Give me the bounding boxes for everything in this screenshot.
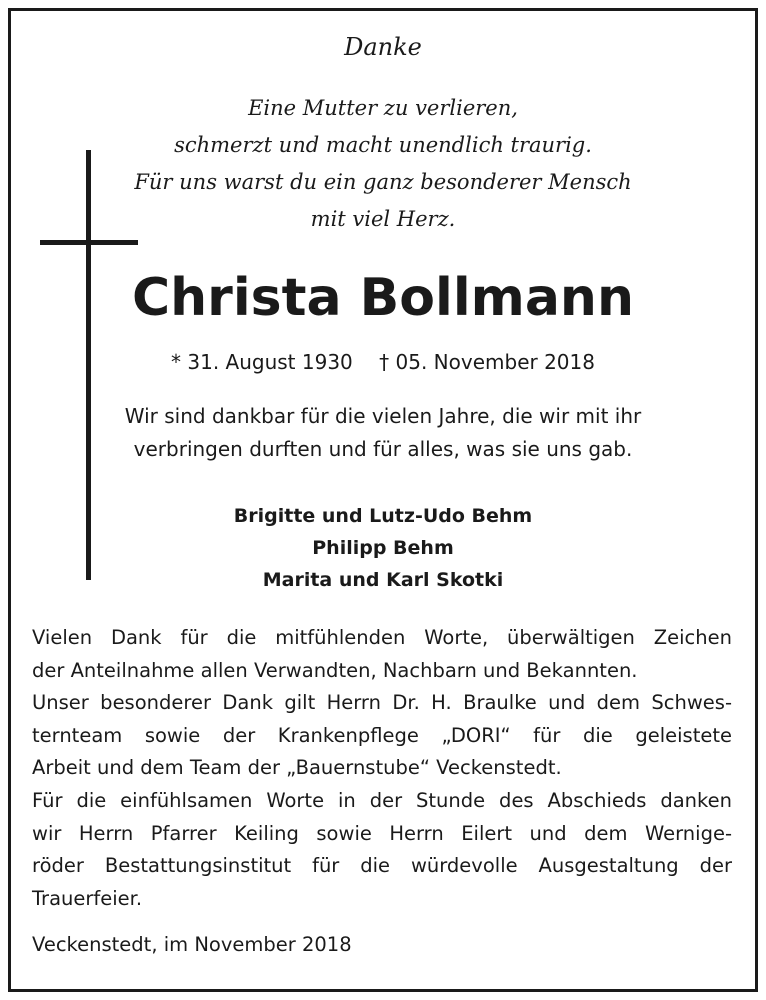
poem-line: Für uns warst du ein ganz besonderer Mensch bbox=[134, 170, 632, 194]
body-line: Trauerfeier. bbox=[32, 886, 143, 910]
family-names bbox=[0, 500, 766, 596]
body-line: wir Herrn Pfarrer Keiling sowie Herrn Eilert und dem Wernige- bbox=[32, 821, 732, 845]
body-line: Vielen Dank für die mitfühlenden Worte, überwältigen Zeichen bbox=[32, 626, 732, 649]
thanks-line: Wir sind dankbar für die vielen Jahre, die wir mit ihr bbox=[124, 404, 642, 428]
body-line: der Anteilnahme allen Verwandten, Nachbarn und Bekannten. bbox=[32, 658, 638, 682]
death-date: † 05. November 2018 bbox=[379, 350, 595, 374]
body-line: Für die einfühlsamen Worte in der Stunde des Abschieds danken bbox=[32, 788, 732, 812]
body-line: Arbeit und dem Team der „Bauernstube“ Veckenstedt. bbox=[32, 756, 562, 780]
body-line: Unser besonderer Dank gilt Herrn Dr. H. Braulke und dem Schwes- bbox=[32, 691, 732, 715]
family-name: Marita und Karl Skotki bbox=[262, 569, 504, 591]
thanks-line: verbringen durften und für alles, was sie uns gab. bbox=[133, 437, 633, 461]
poem-line: Eine Mutter zu verlieren, bbox=[248, 96, 518, 120]
deceased-name: Christa Bollmann bbox=[132, 268, 634, 328]
poem bbox=[0, 90, 766, 238]
life-dates bbox=[0, 350, 766, 374]
body-line: ternteam sowie der Krankenpflege „DORI“ für die geleistete bbox=[32, 723, 732, 747]
poem-line: mit viel Herz. bbox=[310, 207, 456, 231]
acknowledgement-text bbox=[32, 622, 732, 915]
heading-danke: Danke bbox=[344, 33, 422, 61]
body-line: röder Bestattungsinstitut für die würdevolle Ausgestaltung der bbox=[32, 854, 732, 878]
family-name: Philipp Behm bbox=[312, 537, 454, 559]
closing-place-date: Veckenstedt, im November 2018 bbox=[32, 933, 352, 956]
cross-icon-bar bbox=[40, 240, 138, 245]
poem-line: schmerzt und macht unendlich traurig. bbox=[174, 133, 592, 157]
thanks-text bbox=[0, 400, 766, 466]
family-name: Brigitte und Lutz-Udo Behm bbox=[233, 505, 533, 527]
birth-date: * 31. August 1930 bbox=[171, 350, 353, 374]
